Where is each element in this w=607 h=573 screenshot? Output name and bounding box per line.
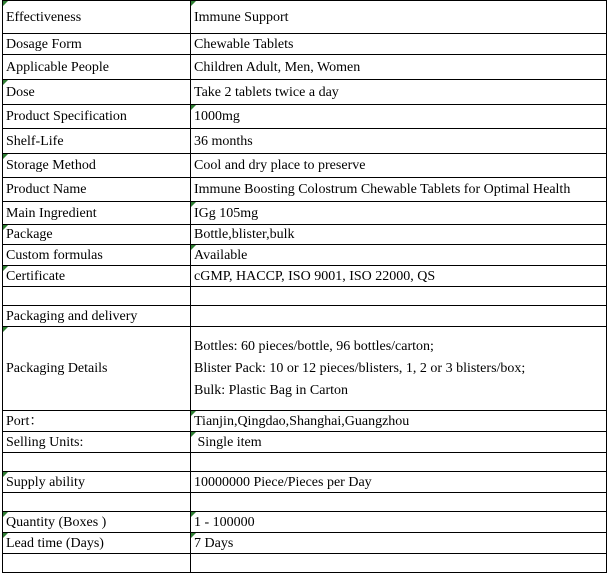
row-label: Dosage Form <box>3 34 191 55</box>
empty-row <box>3 554 607 573</box>
table-row <box>3 129 607 154</box>
row-label: Custom formulas <box>3 245 191 266</box>
row-value: 7 Days <box>191 533 607 554</box>
row-label: Supply ability <box>3 472 191 493</box>
row-label: Lead time (Days) <box>3 533 191 554</box>
table-row <box>3 34 607 55</box>
table-row <box>3 512 607 533</box>
row-value: Take 2 tablets twice a day <box>191 80 607 105</box>
packaging-details-value: Bottles: 60 pieces/bottle, 96 bottles/carton; Blister Pack: 10 or 12 pieces/blisters, 1, 2 or 3 blisters/box; Bulk: Plastic Bag in Carton <box>191 327 607 411</box>
row-label: Dose <box>3 80 191 105</box>
row-label: Effectiveness <box>3 1 191 34</box>
row-label: Product Specification <box>3 105 191 129</box>
row-label: Main Ingredient <box>3 202 191 225</box>
row-value: Immune Boosting Colostrum Chewable Tablets for Optimal Health <box>191 178 607 202</box>
table-row <box>3 245 607 266</box>
row-label: Product Name <box>3 178 191 202</box>
row-label: Selling Units: <box>3 432 191 453</box>
row-value: 36 months <box>191 129 607 154</box>
table-row <box>3 266 607 287</box>
row-value: Immune Support <box>191 1 607 34</box>
row-label: Port： <box>3 411 191 432</box>
row-value: Tianjin,Qingdao,Shanghai,Guangzhou <box>191 411 607 432</box>
table-row <box>3 327 607 411</box>
table-row <box>3 432 607 453</box>
row-value: 1000mg <box>191 105 607 129</box>
table-row <box>3 225 607 245</box>
table-row <box>3 1 607 34</box>
row-value: Children Adult, Men, Women <box>191 55 607 80</box>
empty-row <box>3 287 607 306</box>
row-value: Bottle,blister,bulk <box>191 225 607 245</box>
table-row <box>3 411 607 432</box>
row-value: cGMP, HACCP, ISO 9001, ISO 22000, QS <box>191 266 607 287</box>
table-row <box>3 533 607 554</box>
row-label: Storage Method <box>3 154 191 178</box>
table-row <box>3 472 607 493</box>
row-label: Quantity (Boxes ) <box>3 512 191 533</box>
row-label: Applicable People <box>3 55 191 80</box>
table-row <box>3 202 607 225</box>
table-row <box>3 154 607 178</box>
row-label: Package <box>3 225 191 245</box>
row-value: IGg 105mg <box>191 202 607 225</box>
row-value: 1 - 100000 <box>191 512 607 533</box>
row-label: Certificate <box>3 266 191 287</box>
row-value: Chewable Tablets <box>191 34 607 55</box>
product-spec-table <box>2 0 607 573</box>
row-label: Packaging Details <box>3 327 191 411</box>
row-value: Available <box>191 245 607 266</box>
empty-row <box>3 453 607 472</box>
row-value: Single item <box>191 432 607 453</box>
table-row <box>3 55 607 80</box>
row-label: Shelf-Life <box>3 129 191 154</box>
row-value: 10000000 Piece/Pieces per Day <box>191 472 607 493</box>
table-row <box>3 105 607 129</box>
section-title: Packaging and delivery <box>3 306 191 327</box>
row-value: Cool and dry place to preserve <box>191 154 607 178</box>
table-row <box>3 80 607 105</box>
section-header-row <box>3 306 607 327</box>
table-row <box>3 178 607 202</box>
empty-row <box>3 493 607 512</box>
